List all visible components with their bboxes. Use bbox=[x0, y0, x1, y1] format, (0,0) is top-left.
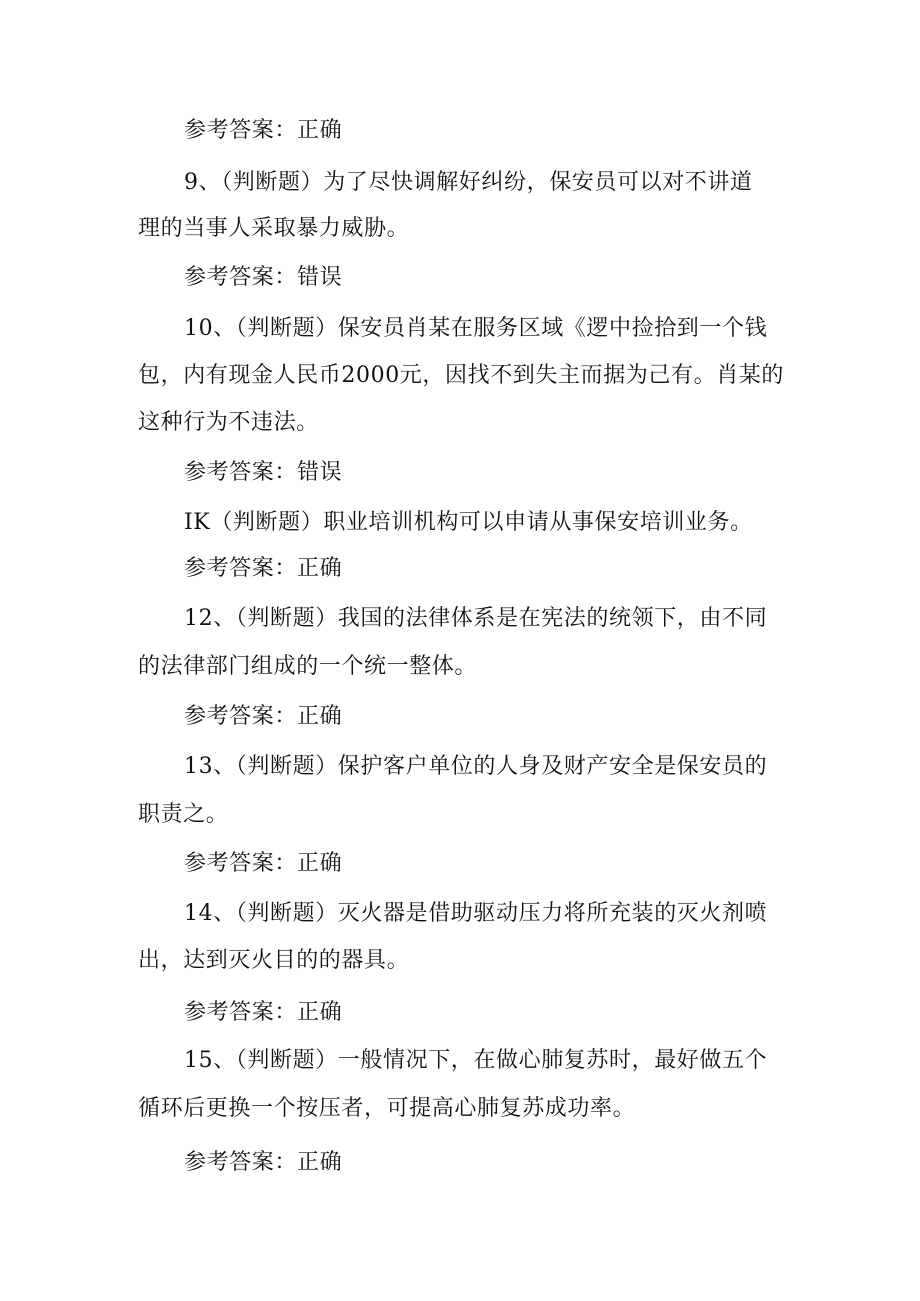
answer-line: 参考答案：错误 bbox=[184, 265, 343, 290]
answer-line: 参考答案：正确 bbox=[184, 851, 343, 876]
answer-line: 参考答案：错误 bbox=[184, 460, 343, 485]
answer-line: 参考答案：正确 bbox=[184, 118, 343, 143]
question-12-line-2: 的法律部门组成的一个统一整体。 bbox=[138, 654, 478, 679]
question-10-line-3: 这种行为不违法。 bbox=[138, 410, 319, 435]
question-10-line-1: 10、（判断题）保安员肖某在服务区域《逻中捡拾到一个钱 bbox=[184, 316, 768, 341]
question-10-line-2: 包，内有现金人民币2000元，因找不到失主而据为己有。肖某的 bbox=[138, 363, 784, 388]
question-9-line-1: 9、（判断题）为了尽快调解好纠纷，保安员可以对不讲道 bbox=[184, 170, 753, 195]
answer-line: 参考答案：正确 bbox=[184, 704, 343, 729]
question-13-line-1: 13、（判断题）保护客户单位的人身及财产安全是保安员的 bbox=[184, 754, 768, 779]
question-14-line-1: 14、（判断题）灭火器是借助驱动压力将所充装的灭火剂喷 bbox=[184, 901, 768, 926]
question-14-line-2: 出，达到灭火目的的器具。 bbox=[138, 948, 410, 973]
answer-line: 参考答案：正确 bbox=[184, 556, 343, 581]
question-15-line-2: 循环后更换一个按压者，可提高心肺复苏成功率。 bbox=[138, 1096, 636, 1121]
answer-line: 参考答案：正确 bbox=[184, 1150, 343, 1175]
question-12-line-1: 12、（判断题）我国的法律体系是在宪法的统领下，由不同 bbox=[184, 606, 768, 631]
question-9-line-2: 理的当事人采取暴力威胁。 bbox=[138, 216, 410, 241]
question-13-line-2: 职责之。 bbox=[138, 802, 229, 827]
question-15-line-1: 15、（判断题）一般情况下，在做心肺复苏时，最好做五个 bbox=[184, 1048, 768, 1073]
answer-line: 参考答案：正确 bbox=[184, 1000, 343, 1025]
question-11-line-1: IK（判断题）职业培训机构可以申请从事保安培训业务。 bbox=[184, 510, 753, 535]
